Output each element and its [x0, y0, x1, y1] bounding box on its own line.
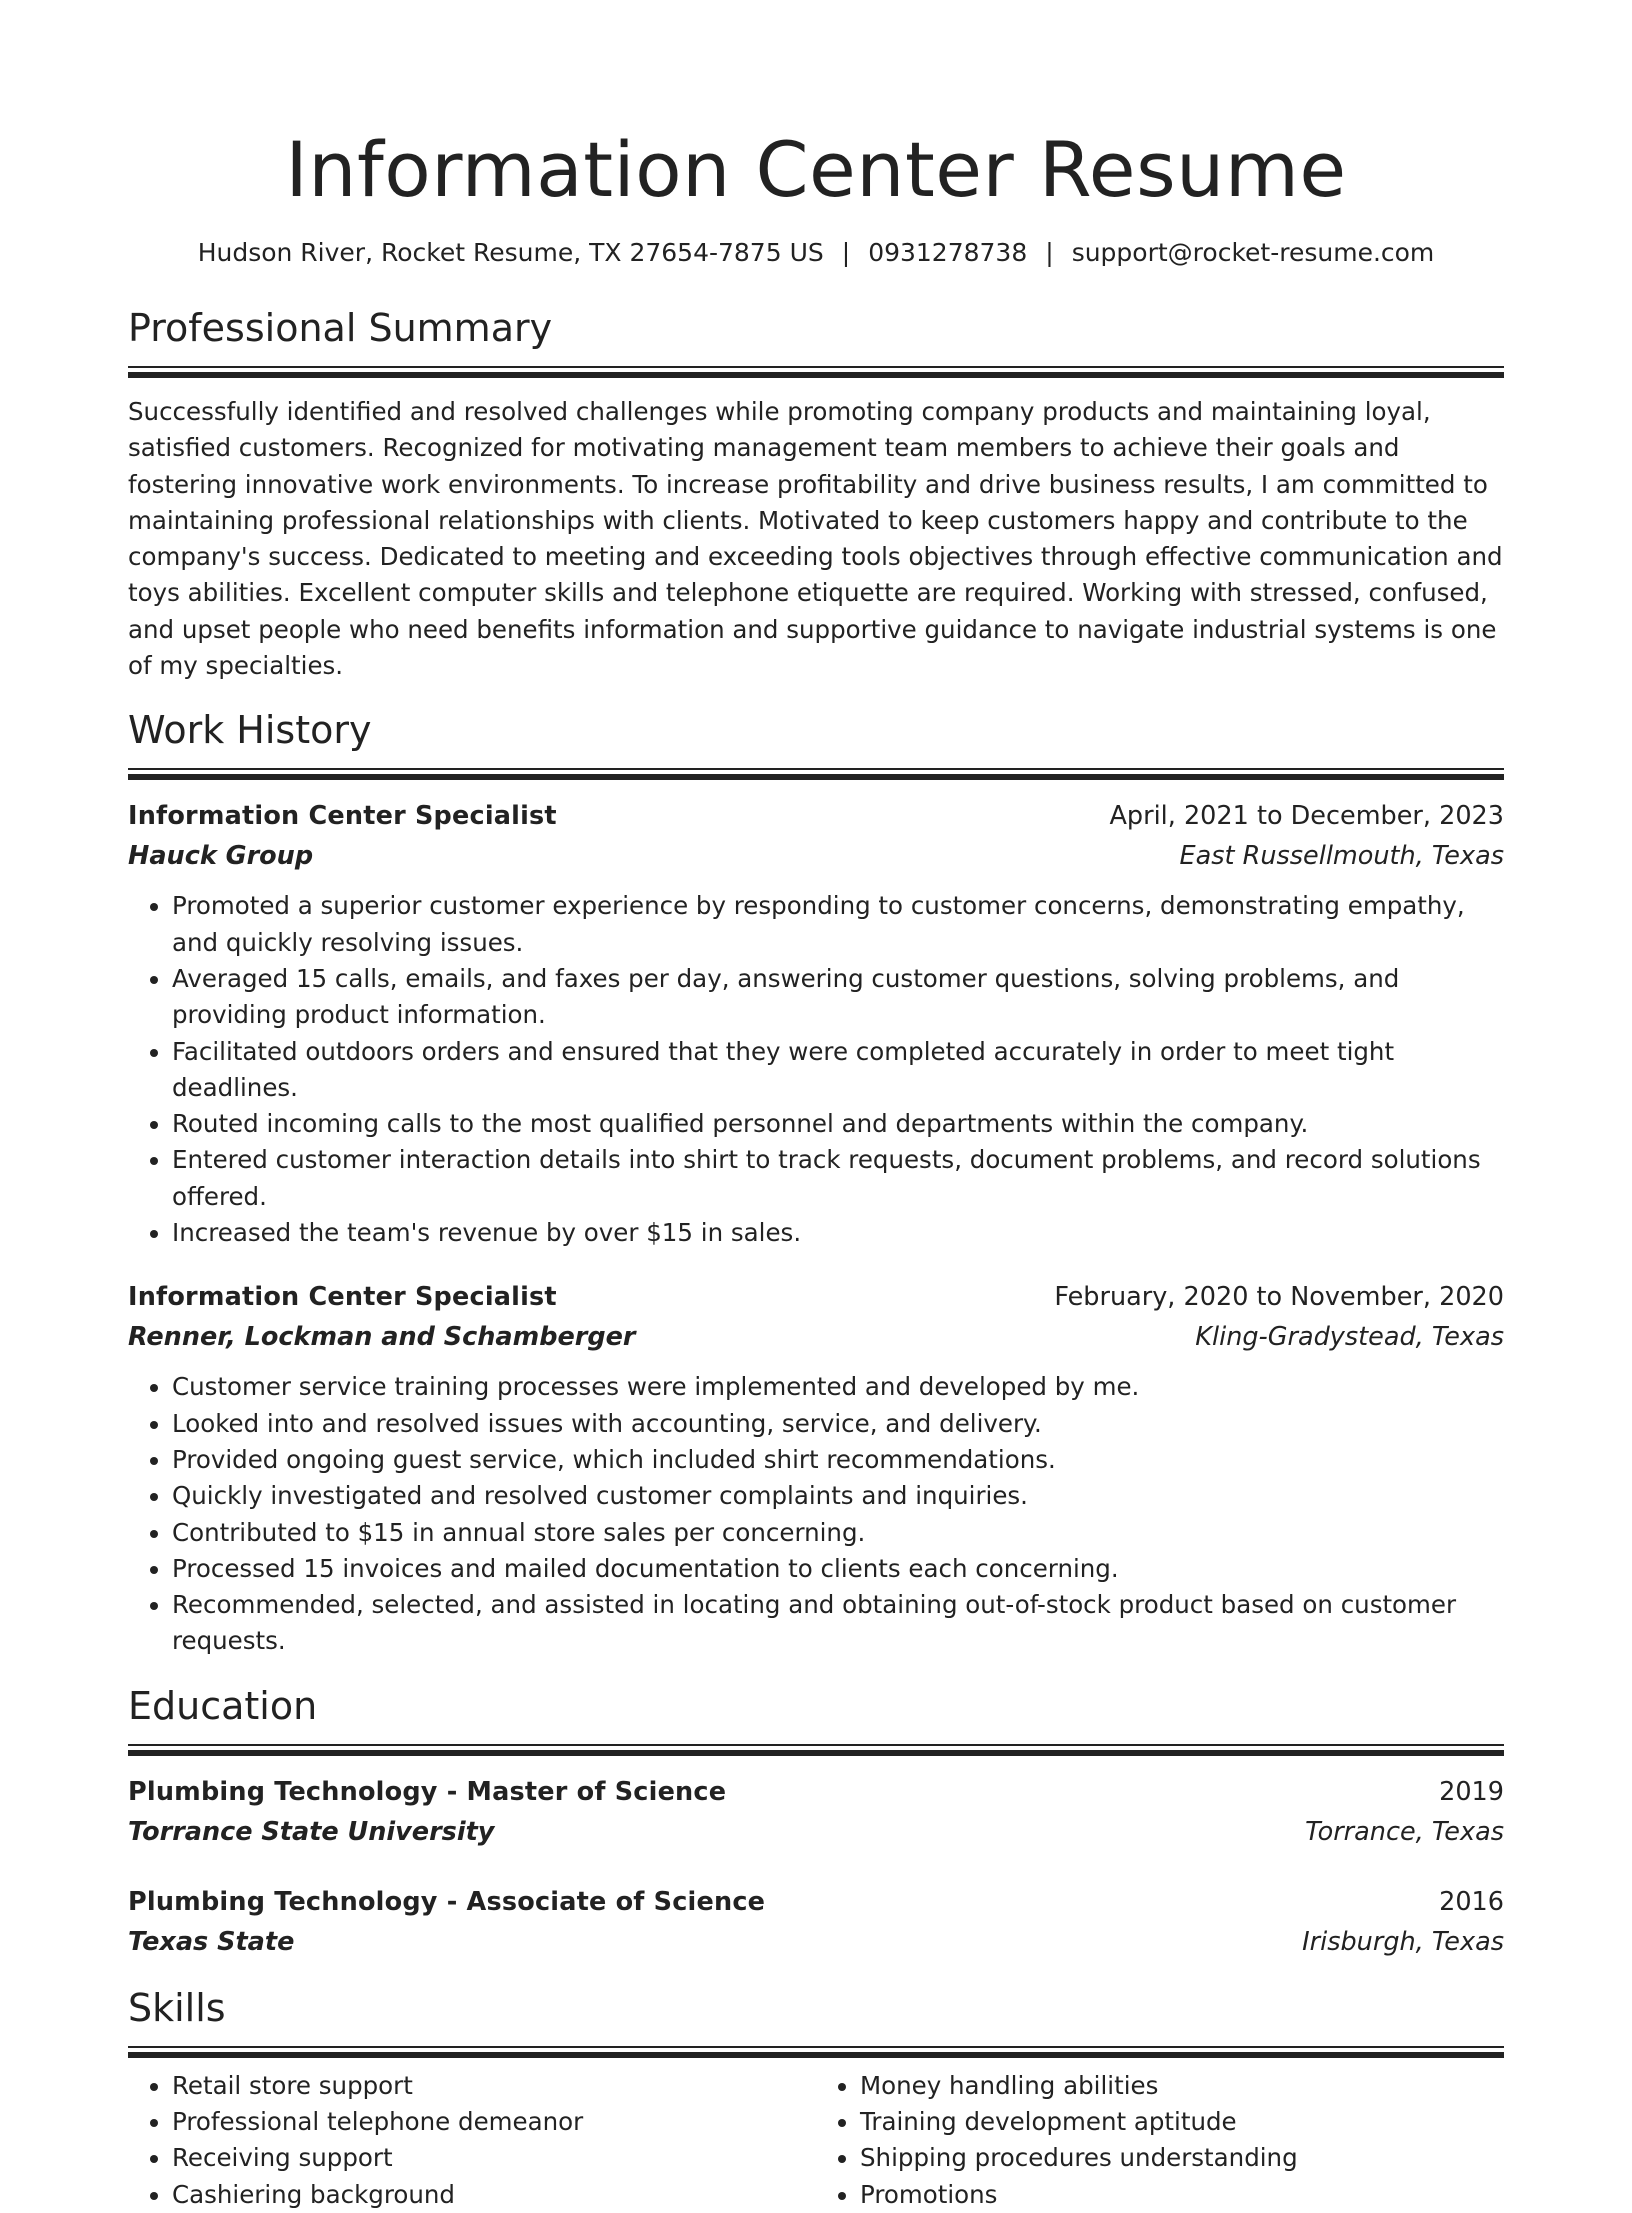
education-location: Torrance, Texas — [1305, 1816, 1504, 1847]
list-item: • Money handling abilities — [860, 2068, 1504, 2104]
education-year: 2016 — [1439, 1886, 1504, 1917]
section-title: Work History — [128, 708, 372, 753]
list-item: • Promotions — [860, 2177, 1504, 2213]
job-location: Kling-Gradystead, Texas — [1195, 1322, 1504, 1353]
education-section — [128, 1682, 1504, 1962]
education-school: Texas State — [128, 1926, 295, 1957]
resume-name: Information Center Resume — [285, 125, 1347, 214]
summary-section — [128, 304, 1504, 684]
job-company: Renner, Lockman and Schamberger — [128, 1322, 636, 1353]
job-subheader — [128, 836, 1504, 876]
section-title: Professional Summary — [128, 306, 553, 350]
list-item: • Promoted a superior customer experience by responding to customer concerns, demonstrating empathy, and quickly resolving issues. — [172, 888, 1504, 961]
job-title: Information Center Specialist — [128, 801, 557, 832]
job-dates: February, 2020 to November, 2020 — [1054, 1282, 1504, 1313]
list-item: • Routed incoming calls to the most qualified personnel and departments within the company. — [172, 1106, 1504, 1142]
list-item: • Quickly investigated and resolved customer complaints and inquiries. — [172, 1478, 1504, 1514]
education-year: 2019 — [1439, 1776, 1504, 1807]
section-divider — [128, 1744, 1504, 1756]
education-subheader — [128, 1922, 1504, 1962]
education-header — [128, 1772, 1504, 1812]
skills-section — [128, 1984, 1504, 2213]
list-item: • Retail store support — [172, 2068, 816, 2104]
section-title: Skills — [128, 1985, 226, 2030]
list-item: • Shipping procedures understanding — [860, 2140, 1504, 2176]
section-divider — [128, 768, 1504, 780]
education-header — [128, 1882, 1504, 1922]
job-header — [128, 796, 1504, 836]
job-company: Hauck Group — [128, 841, 314, 872]
list-item: • Facilitated outdoors orders and ensured that they were completed accurately in order to meet tight deadlines. — [172, 1034, 1504, 1107]
contact-separator: | — [1045, 238, 1054, 267]
list-item: • Entered customer interaction details into shirt to track requests, document problems, and record solutions offered. — [172, 1142, 1504, 1215]
job-bullets — [128, 1369, 1504, 1659]
contact-email: support@rocket-resume.com — [1071, 238, 1435, 267]
list-item: • Cashiering background — [172, 2177, 816, 2213]
skills-list-right — [816, 2068, 1504, 2213]
job-entry — [128, 1277, 1504, 1659]
education-entry — [128, 1772, 1504, 1852]
skills-list-left — [128, 2068, 816, 2213]
skills-columns — [128, 2068, 1504, 2213]
list-item: • Contributed to $15 in annual store sales per concerning. — [172, 1515, 1504, 1551]
list-item: • Recommended, selected, and assisted in locating and obtaining out-of-stock product based on customer requests. — [172, 1587, 1504, 1660]
section-divider — [128, 2046, 1504, 2058]
section-title: Education — [128, 1683, 318, 1728]
education-location: Irisburgh, Texas — [1302, 1926, 1504, 1957]
list-item: • Customer service training processes were implemented and developed by me. — [172, 1369, 1504, 1405]
section-divider — [128, 366, 1504, 378]
education-subheader — [128, 1812, 1504, 1852]
job-title: Information Center Specialist — [128, 1282, 557, 1313]
education-entry — [128, 1882, 1504, 1962]
list-item: • Averaged 15 calls, emails, and faxes per day, answering customer questions, solving problems, and providing product information. — [172, 961, 1504, 1034]
contact-phone: 0931278738 — [868, 238, 1028, 267]
job-location: East Russellmouth, Texas — [1179, 841, 1504, 872]
list-item: • Receiving support — [172, 2140, 816, 2176]
job-entry — [128, 796, 1504, 1251]
job-header — [128, 1277, 1504, 1317]
education-degree: Plumbing Technology - Associate of Science — [128, 1886, 766, 1917]
education-degree: Plumbing Technology - Master of Science — [128, 1776, 727, 1807]
list-item: • Provided ongoing guest service, which included shirt recommendations. — [172, 1442, 1504, 1478]
list-item: • Training development aptitude — [860, 2104, 1504, 2140]
contact-separator: | — [841, 238, 851, 267]
list-item: • Increased the team's revenue by over $15 in sales. — [172, 1215, 1504, 1251]
job-bullets — [128, 888, 1504, 1251]
education-school: Torrance State University — [128, 1816, 495, 1847]
job-dates: April, 2021 to December, 2023 — [1109, 801, 1504, 832]
job-subheader — [128, 1317, 1504, 1357]
list-item: • Professional telephone demeanor — [172, 2104, 816, 2140]
list-item: • Processed 15 invoices and mailed documentation to clients each concerning. — [172, 1551, 1504, 1587]
work-history-section — [128, 706, 1504, 1659]
contact-address: Hudson River, Rocket Resume, TX 27654-7875 US — [197, 238, 824, 267]
summary-text: Successfully identified and resolved challenges while promoting company products and maintaining loyal, satisfied customers. Recognized for motivating management team members to achieve their goals and fostering innovative work environments. To increase profitability and drive business results, I am committed to maintaining professional relationships with clients. Motivated to keep customers happy and contribute to the company's success. Dedicated to meeting and exceeding tools objectives through effective communication and toys abilities. Excellent computer skills and telephone etiquette are required. Working with stressed, confused, and upset people who need benefits information and supportive guidance to navigate industrial systems is one of my specialties. — [128, 397, 1503, 681]
contact-line — [128, 236, 1504, 270]
list-item: • Looked into and resolved issues with accounting, service, and delivery. — [172, 1406, 1504, 1442]
